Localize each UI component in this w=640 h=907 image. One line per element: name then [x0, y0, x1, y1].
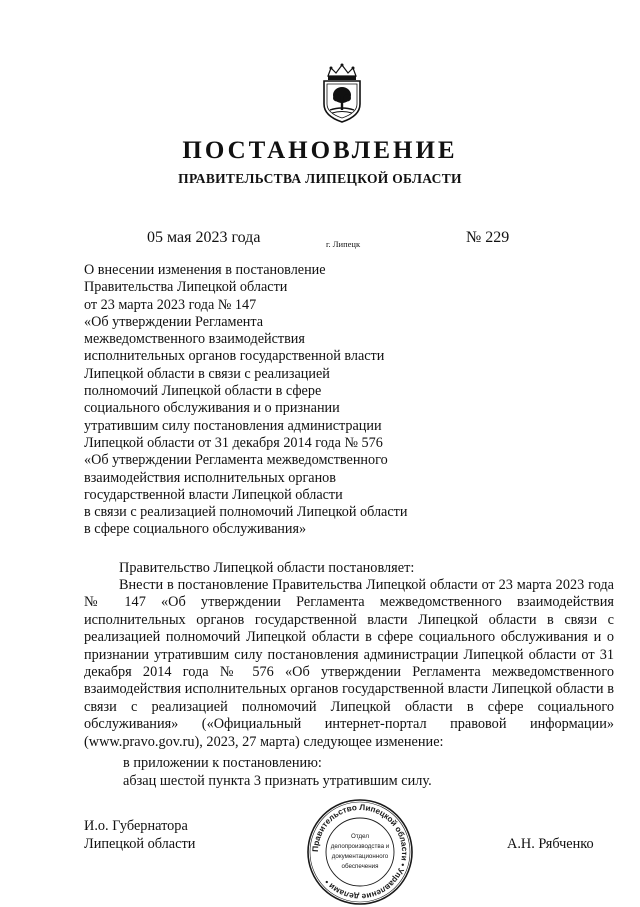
subject-line: социального обслуживания и о признании — [84, 400, 340, 417]
subject-line: в сфере социального обслуживания» — [84, 521, 307, 538]
document-title: ПОСТАНОВЛЕНИЕ — [182, 137, 458, 164]
document-date: 05 мая 2023 года — [147, 229, 261, 246]
subject-line: государственной власти Липецкой области — [84, 486, 343, 503]
signatory-region: Липецкой области — [84, 836, 196, 852]
body-paragraph: Внести в постановление Правительства Липецкой области от 23 марта 2023 года № 147 «Об утверждении Регламента межведомственного взаимодействия исполнительных органов государственной власти Липецкой области в связи с реализацией полномочий Липецкой области в сфере социального обслуживания и о признании утратившим силу постановления администрации Липецкой области от 31 декабря 2014 года № 576 «Об утверждении Регламента межведомственного взаимодействия исполнительных органов государственной власти Липецкой области в связи с реализацией полномочий Липецкой области в сфере социального обслуживания» («Официальный интернет-портал правовой информации» (www.pravo.gov.ru), 2023, 27 марта) следующее изменение: — [84, 577, 614, 750]
stamp-center-line: обеспечения — [341, 863, 379, 870]
stamp-center-line: Отдел — [351, 833, 369, 840]
coat-of-arms-icon — [318, 62, 366, 124]
subject-line: полномочий Липецкой области в сфере — [84, 383, 322, 400]
subject-line: межведомственного взаимодействия — [84, 331, 305, 348]
stamp-center-line: документационного — [331, 853, 389, 860]
subject-line: О внесении изменения в постановление — [84, 262, 326, 278]
document-issuer: ПРАВИТЕЛЬСТВА ЛИПЕЦКОЙ ОБЛАСТИ — [178, 171, 462, 186]
subject-line: от 23 марта 2023 года № 147 — [84, 296, 257, 313]
signatory-name: А.Н. Рябченко — [507, 836, 594, 852]
stamp-center-line: делопроизводства и — [330, 843, 390, 850]
subject-line: Липецкой области от 31 декабря 2014 года № 576 — [84, 434, 383, 451]
amendment-item: в приложении к постановлению: — [123, 755, 322, 771]
stamp-ring-text: Правительство Липецкой области • Управление делами • — [310, 802, 410, 902]
signatory-position: И.о. Губернатора — [84, 818, 188, 834]
document-number: № 229 — [466, 229, 510, 246]
subject-line: Правительства Липецкой области — [84, 279, 288, 296]
subject-line: взаимодействия исполнительных органов — [84, 469, 336, 486]
subject-line: исполнительных органов государственной власти — [84, 348, 385, 365]
preamble: Правительство Липецкой области постановляет: — [119, 560, 415, 576]
official-stamp — [305, 797, 415, 907]
subject-line: «Об утверждении Регламента — [84, 313, 264, 330]
amendment-item: абзац шестой пункта 3 признать утратившим силу. — [123, 773, 432, 789]
subject-line: утратившим силу постановления администрации — [84, 417, 382, 434]
document-city: г. Липецк — [326, 239, 361, 249]
subject-line: в связи с реализацией полномочий Липецкой области — [84, 504, 408, 521]
subject-line: Липецкой области в связи с реализацией — [84, 365, 330, 382]
document-subject — [84, 262, 464, 539]
subject-line: «Об утверждении Регламента межведомственного — [84, 452, 388, 469]
